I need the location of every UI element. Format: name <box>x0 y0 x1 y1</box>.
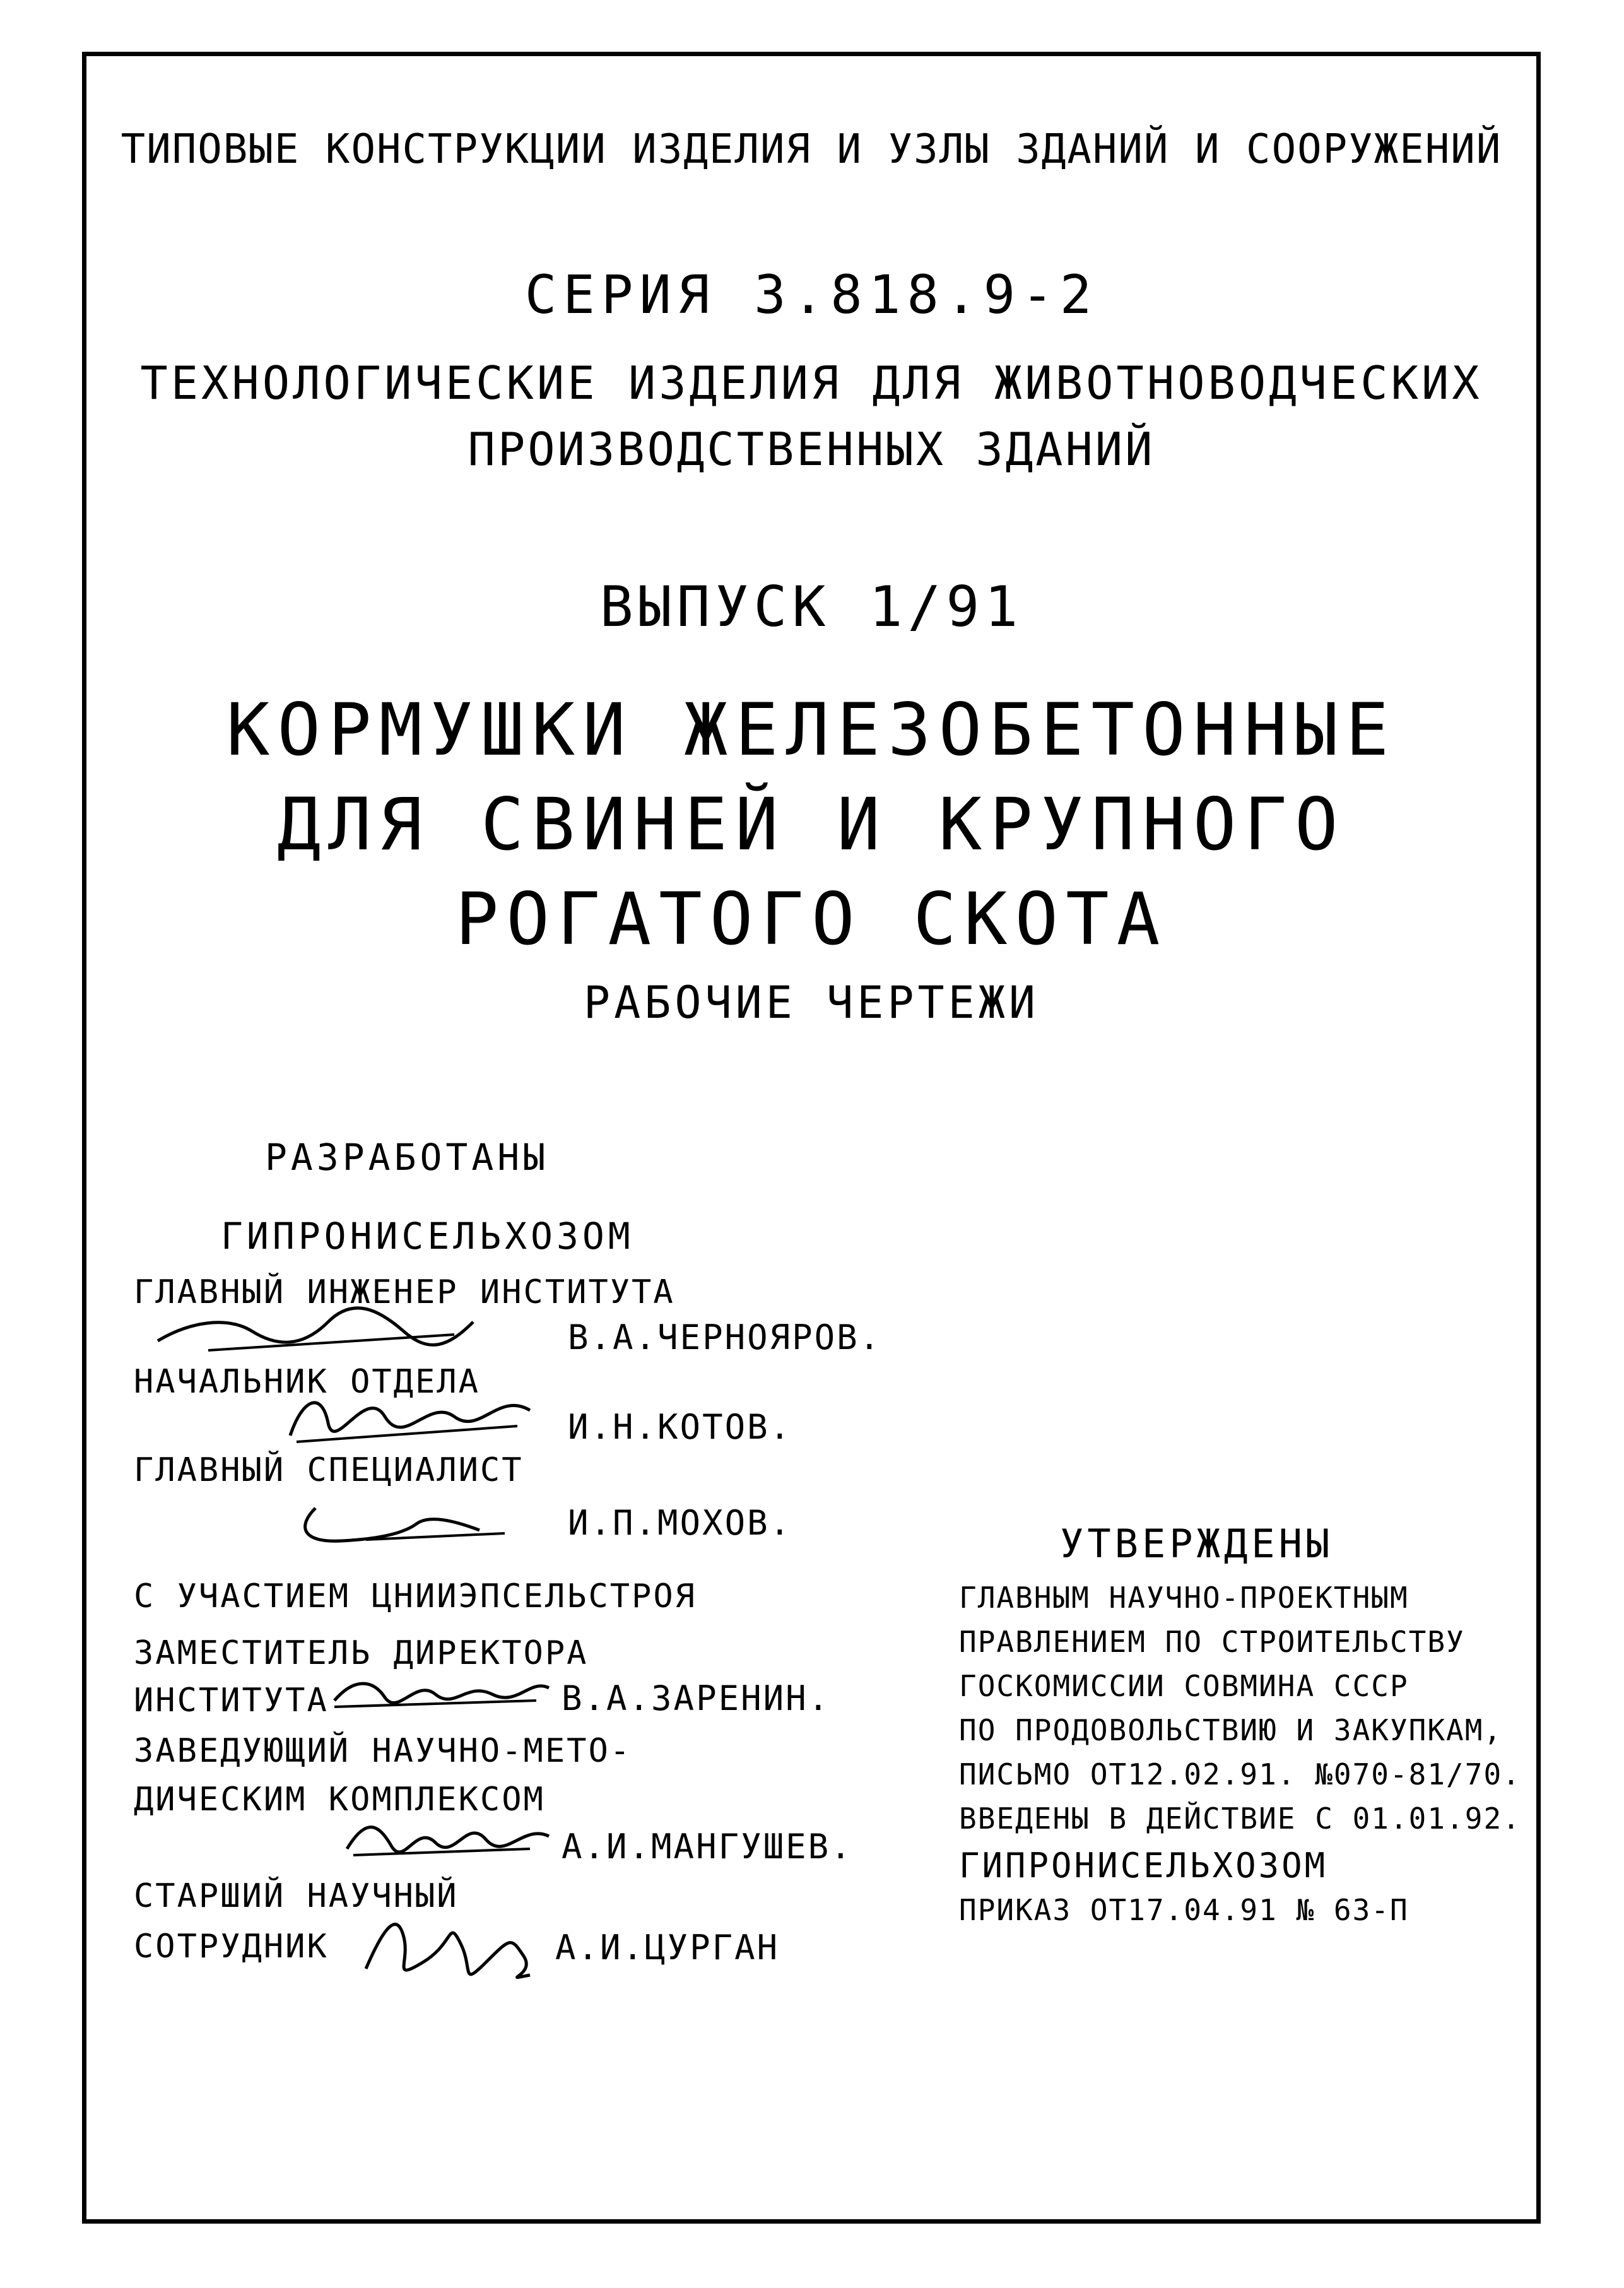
approved-line-8: ПРИКАЗ ОТ17.04.91 № 63-П <box>959 1893 1409 1927</box>
deputy-signature <box>328 1666 555 1716</box>
issue-number: ВЫПУСК 1/91 <box>599 574 1023 639</box>
chief-specialist-role: ГЛАВНЫЙ СПЕЦИАЛИСТ <box>134 1451 524 1489</box>
senior-signature <box>353 1899 543 1994</box>
developed-heading: РАЗРАБОТАНЫ <box>265 1136 550 1179</box>
approved-line-7: ГИПРОНИСЕЛЬХОЗОМ <box>959 1846 1328 1885</box>
approved-line-3: ГОСКОМИССИИ СОВМИНА СССР <box>959 1669 1409 1703</box>
dept-head-signature <box>278 1379 543 1448</box>
dept-head-role: НАЧАЛЬНИК ОТДЕЛА <box>134 1363 480 1401</box>
approved-line-4: ПО ПРОДОВОЛЬСТВИЮ И ЗАКУПКАМ, <box>959 1713 1503 1747</box>
approved-line-6: ВВЕДЕНЫ В ДЕЙСТВИЕ С 01.01.92. <box>959 1802 1521 1836</box>
header-types: ТИПОВЫЕ КОНСТРУКЦИИ ИЗДЕЛИЯ И УЗЛЫ ЗДАНИЙ И СООРУЖЕНИЙ <box>121 126 1502 173</box>
senior-role-line-2: СОТРУДНИК <box>134 1928 329 1966</box>
deputy-name: В.А.ЗАРЕНИН. <box>562 1678 831 1718</box>
approved-line-2: ПРАВЛЕНИЕМ ПО СТРОИТЕЛЬСТВУ <box>959 1625 1465 1659</box>
chief-engineer-name: В.А.ЧЕРНОЯРОВ. <box>568 1318 882 1357</box>
approved-line-5: ПИСЬМО ОТ12.02.91. №070-81/70. <box>959 1757 1521 1791</box>
subject-line-2: ПРОИЗВОДСТВЕННЫХ ЗДАНИЙ <box>468 423 1155 476</box>
title-line-1: КОРМУШКИ ЖЕЛЕЗОБЕТОННЫЕ <box>226 688 1397 772</box>
participation-note: С УЧАСТИЕМ ЦНИИЭПСЕЛЬСТРОЯ <box>134 1577 697 1615</box>
chief-engineer-role: ГЛАВНЫЙ ИНЖЕНЕР ИНСТИТУТА <box>134 1273 675 1311</box>
dept-head-name: И.Н.КОТОВ. <box>568 1407 792 1447</box>
deputy-role-line-2: ИНСТИТУТА <box>134 1682 329 1719</box>
head-role-line-1: ЗАВЕДУЮЩИЙ НАУЧНО-МЕТО- <box>134 1732 632 1770</box>
head-signature <box>341 1805 555 1861</box>
approved-line-1: ГЛАВНЫМ НАУЧНО-ПРОЕКТНЫМ <box>959 1581 1409 1615</box>
senior-name: А.И.ЦУРГАН <box>555 1928 780 1967</box>
head-name: А.И.МАНГУШЕВ. <box>562 1827 853 1866</box>
chief-specialist-signature <box>290 1495 517 1552</box>
developed-org: ГИПРОНИСЕЛЬХОЗОМ <box>221 1215 634 1258</box>
head-role-line-2: ДИЧЕСКИМ КОМПЛЕКСОМ <box>134 1781 545 1819</box>
senior-role-line-1: СТАРШИЙ НАУЧНЫЙ <box>134 1877 459 1915</box>
chief-engineer-signature <box>151 1297 480 1366</box>
subject-line-1: ТЕХНОЛОГИЧЕСКИЕ ИЗДЕЛИЯ ДЛЯ ЖИВОТНОВОДЧЕСКИХ <box>140 357 1483 410</box>
document-subtitle: РАБОЧИЕ ЧЕРТЕЖИ <box>583 977 1040 1029</box>
series-number: СЕРИЯ 3.818.9-2 <box>524 264 1098 326</box>
chief-specialist-name: И.П.МОХОВ. <box>568 1503 792 1543</box>
title-line-2: ДЛЯ СВИНЕЙ И КРУПНОГО <box>277 782 1346 866</box>
approved-heading: УТВЕРЖДЕНЫ <box>1060 1521 1334 1567</box>
deputy-role-line-1: ЗАМЕСТИТЕЛЬ ДИРЕКТОРА <box>134 1634 589 1672</box>
title-line-3: РОГАТОГО СКОТА <box>455 877 1168 961</box>
